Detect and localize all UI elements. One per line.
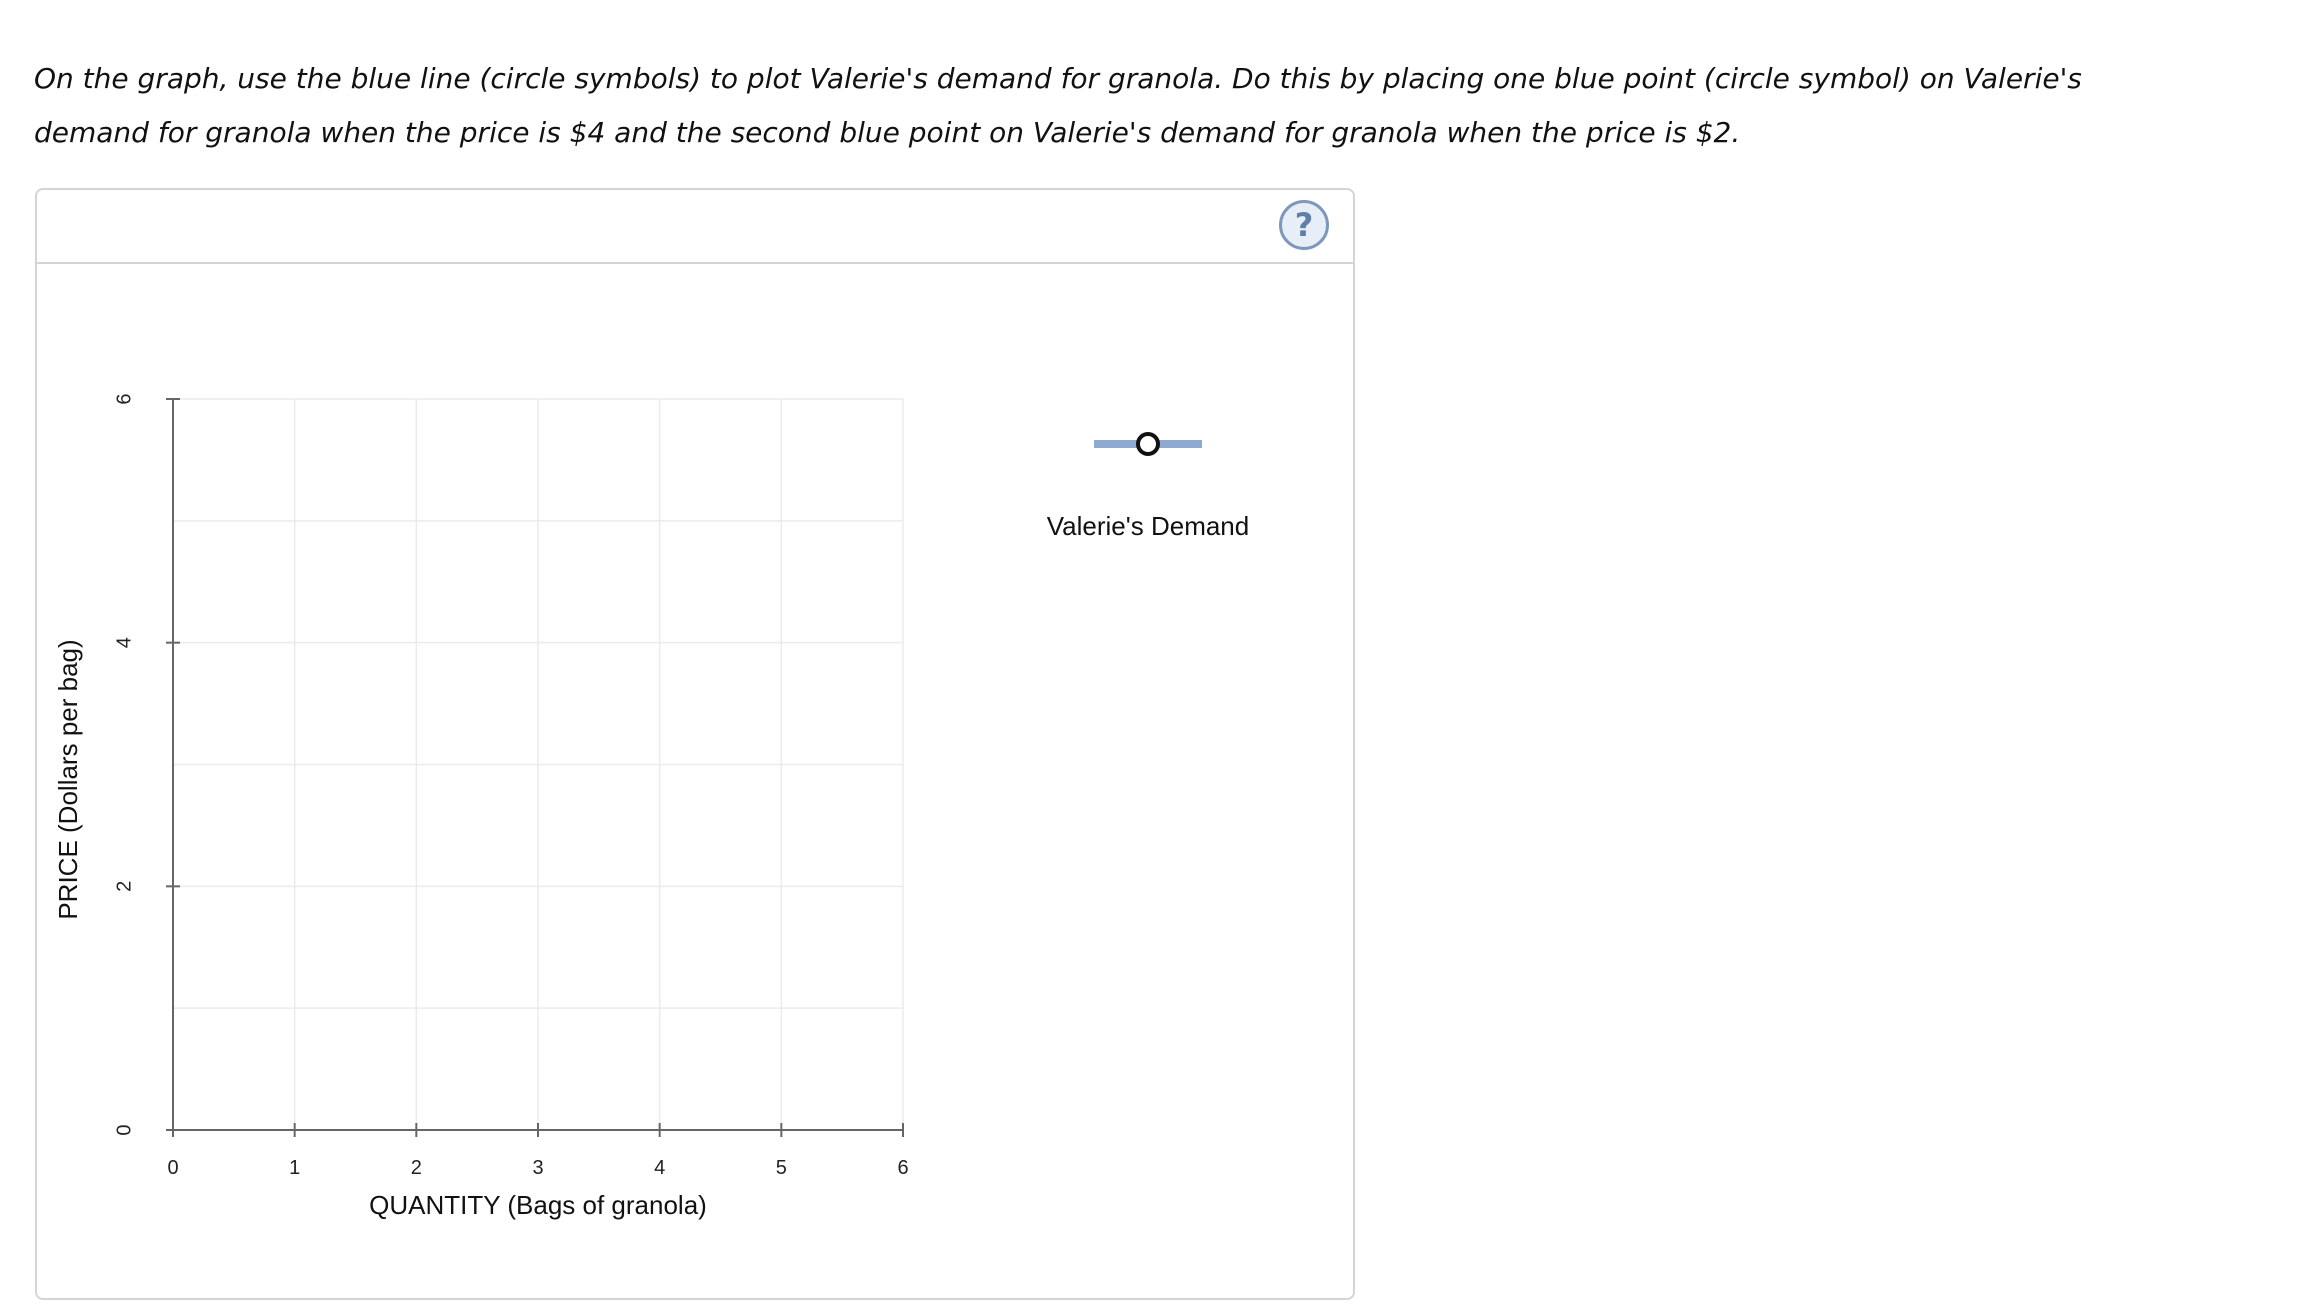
x-tick-label: 3: [532, 1157, 544, 1179]
help-icon: ?: [1294, 206, 1314, 244]
x-tick-label: 2: [410, 1157, 422, 1179]
graph-area[interactable]: [37, 190, 1353, 1298]
legend: [1047, 434, 1249, 541]
y-tick-label: 6: [113, 393, 136, 405]
x-tick-label: 1: [289, 1157, 301, 1179]
y-axis-title: PRICE (Dollars per bag): [53, 639, 83, 920]
grid: [173, 399, 903, 1130]
y-tick-label: 0: [113, 1124, 136, 1136]
legend-circle-marker-icon[interactable]: [1138, 434, 1158, 454]
x-tick-label: 6: [897, 1157, 909, 1179]
legend-label: Valerie's Demand: [1046, 511, 1250, 541]
tick-labels: [113, 393, 908, 1179]
x-tick-label: 5: [775, 1157, 787, 1179]
instructions-line-2: demand for granola when the price is $4 and the second blue point on Valerie's demand for granola when the price is $2.: [34, 116, 1741, 149]
x-axis-title: QUANTITY (Bags of granola): [369, 1190, 707, 1220]
y-tick-label: 2: [113, 880, 136, 892]
axes: [166, 399, 903, 1137]
legend-tool-demand[interactable]: [1094, 434, 1202, 454]
y-tick-label: 4: [113, 637, 136, 649]
graph-panel: [35, 188, 1355, 1300]
x-tick-label: 0: [167, 1157, 179, 1179]
instructions-text: [34, 52, 2084, 160]
instructions-line-1: On the graph, use the blue line (circle symbols) to plot Valerie's demand for granola. Do this by placing one blue point (circle symbol) on Valerie's: [34, 62, 2082, 95]
x-tick-label: 4: [654, 1157, 666, 1179]
